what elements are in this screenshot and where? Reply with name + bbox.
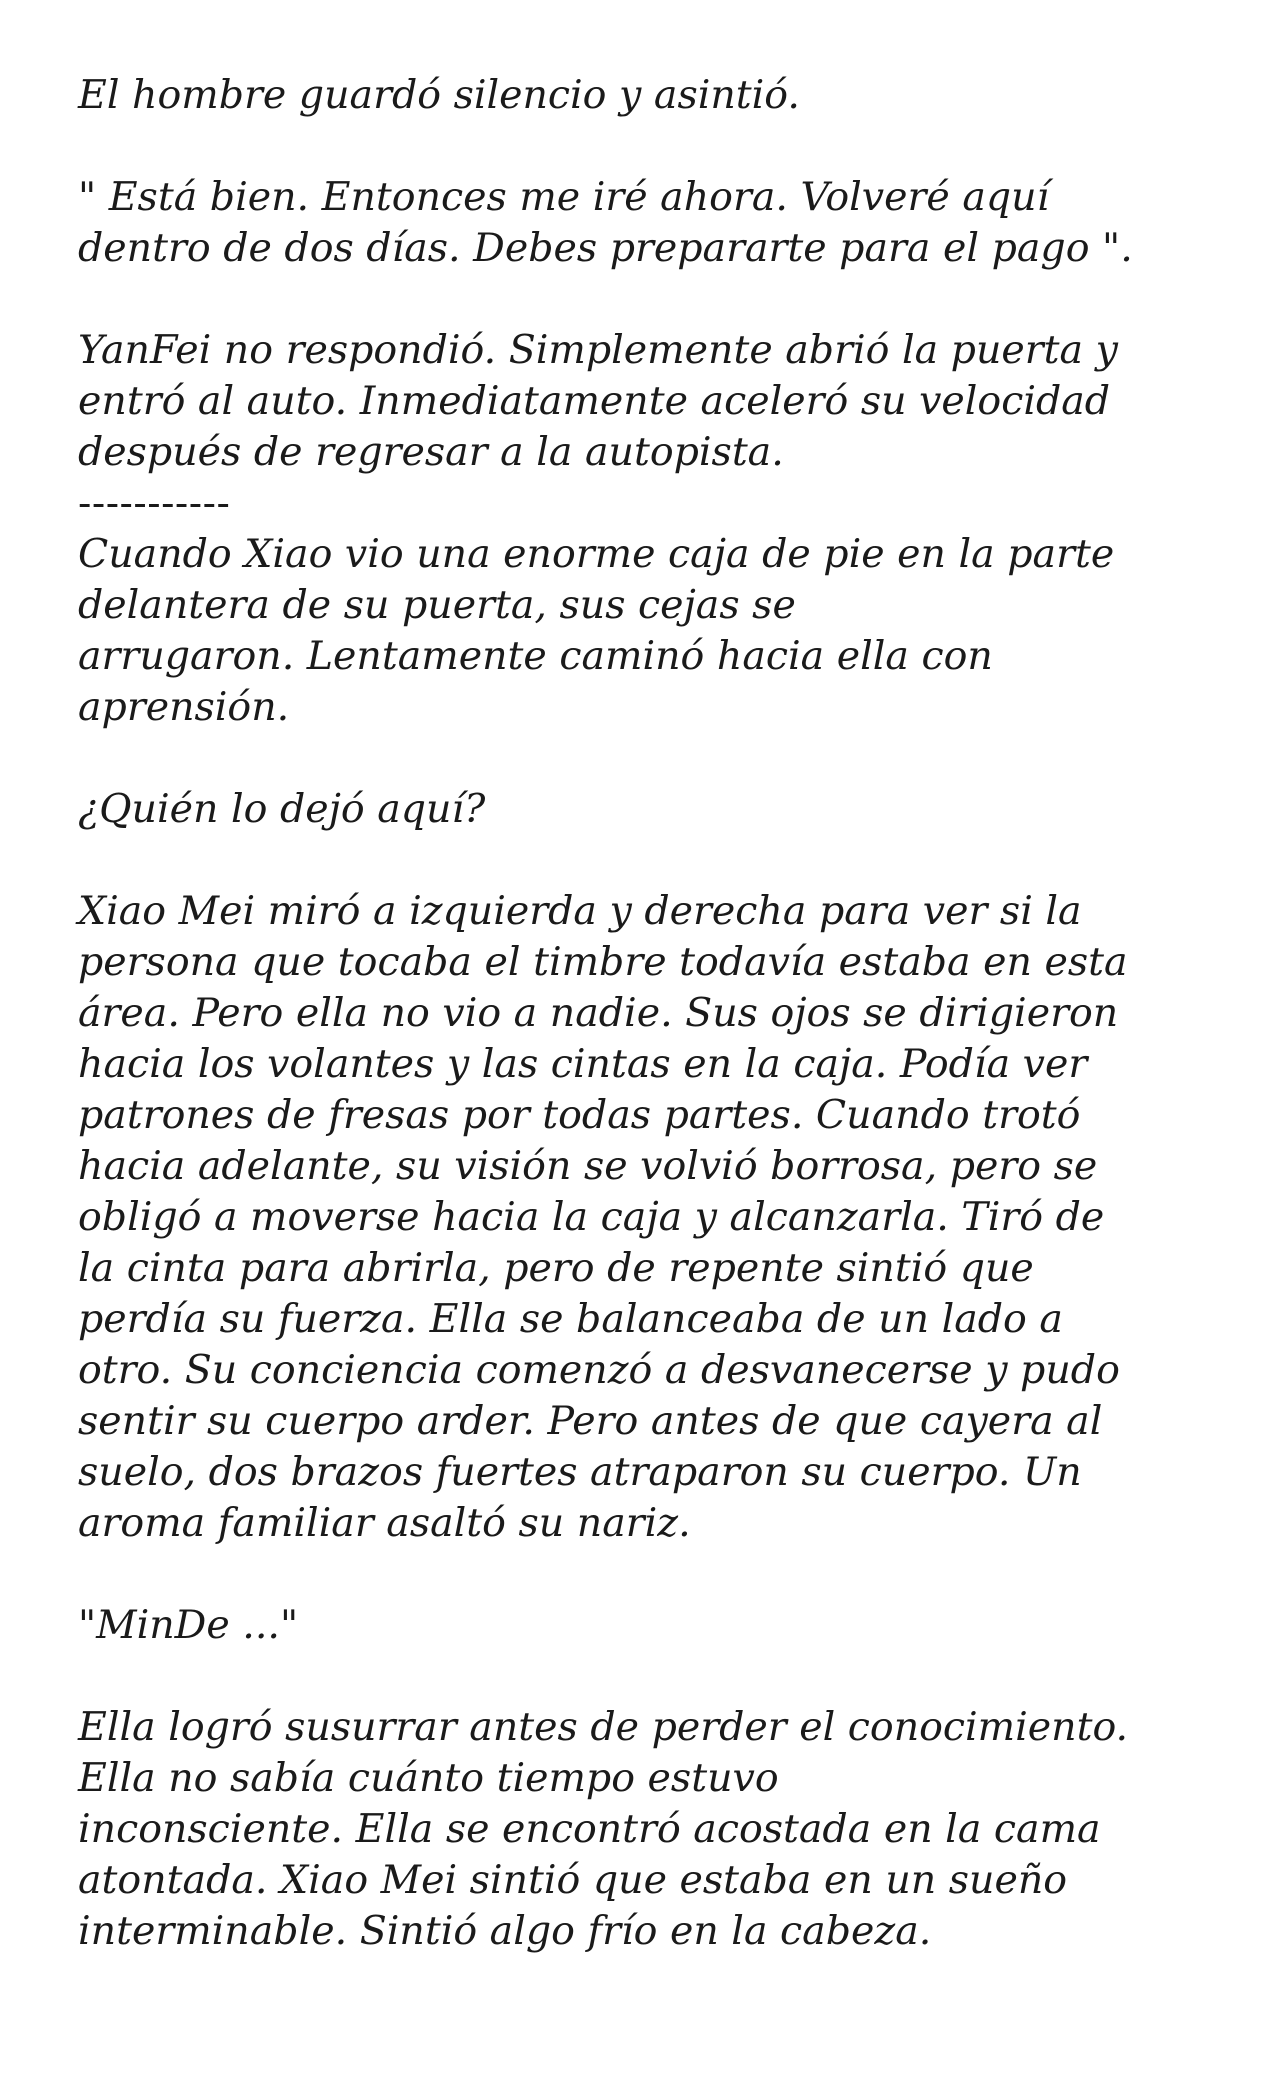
text-line: aprensión. (78, 684, 290, 730)
text-line: delantera de su puerta, sus cejas se (78, 582, 796, 628)
text-line: Cuando Xiao vio una enorme caja de pie en la parte (78, 531, 1115, 577)
section-separator (78, 478, 1228, 529)
text-line: Xiao Mei miró a izquierda y derecha para ver si la (78, 888, 1082, 934)
text-line: atontada. Xiao Mei sintió que estaba en un sueño (78, 1857, 1068, 1903)
text-line: aroma familiar asaltó su nariz. (78, 1500, 691, 1546)
text-line: Ella no sabía cuánto tiempo estuvo (78, 1755, 779, 1801)
text-line: ¿Quién lo dejó aquí? (78, 786, 486, 832)
text-line: inconsciente. Ella se encontró acostada en la cama (78, 1806, 1101, 1852)
text-line: hacia adelante, su visión se volvió borrosa, pero se (78, 1143, 1098, 1189)
text-line: sentir su cuerpo arder. Pero antes de que cayera al (78, 1398, 1103, 1444)
paragraph-4 (78, 529, 1228, 733)
text-line: interminable. Sintió algo frío en la cabeza. (78, 1908, 932, 1954)
text-line: entró al auto. Inmediatamente aceleró su velocidad (78, 378, 1111, 424)
paragraph-8 (78, 1702, 1228, 1957)
text-line: persona que tocaba el timbre todavía estaba en esta (78, 939, 1128, 985)
text-line: arrugaron. Lentamente caminó hacia ella con (78, 633, 993, 679)
text-line: área. Pero ella no vio a nadie. Sus ojos se dirigieron (78, 990, 1119, 1036)
text-line: suelo, dos brazos fuertes atraparon su cuerpo. Un (78, 1449, 1082, 1495)
text-line: patrones de fresas por todas partes. Cuando trotó (78, 1092, 1081, 1138)
text-line: obligó a moverse hacia la caja y alcanzarla. Tiró de (78, 1194, 1105, 1240)
text-line: hacia los volantes y las cintas en la caja. Podía ver (78, 1041, 1088, 1087)
text-line: otro. Su conciencia comenzó a desvanecerse y pudo (78, 1347, 1120, 1393)
text-line: El hombre guardó silencio y asintió. (78, 72, 800, 118)
text-line: YanFei no respondió. Simplemente abrió la puerta y (78, 327, 1118, 373)
text-line: "MinDe ..." (78, 1602, 299, 1648)
separator-dashes: ----------- (78, 480, 231, 526)
paragraph-7 (78, 1600, 1228, 1651)
text-line: después de regresar a la autopista. (78, 429, 784, 475)
paragraph-5 (78, 784, 1228, 835)
text-line: Ella logró susurrar antes de perder el conocimiento. (78, 1704, 1129, 1750)
text-line: dentro de dos días. Debes prepararte para el pago ". (78, 225, 1133, 271)
paragraph-6 (78, 886, 1228, 1549)
text-line: la cinta para abrirla, pero de repente sintió que (78, 1245, 1034, 1291)
text-line: perdía su fuerza. Ella se balanceaba de un lado a (78, 1296, 1063, 1342)
paragraph-2 (78, 172, 1228, 274)
paragraph-3 (78, 325, 1228, 478)
document-page (78, 70, 1228, 2008)
text-line: " Está bien. Entonces me iré ahora. Volveré aquí (78, 174, 1050, 220)
paragraph-1 (78, 70, 1228, 121)
